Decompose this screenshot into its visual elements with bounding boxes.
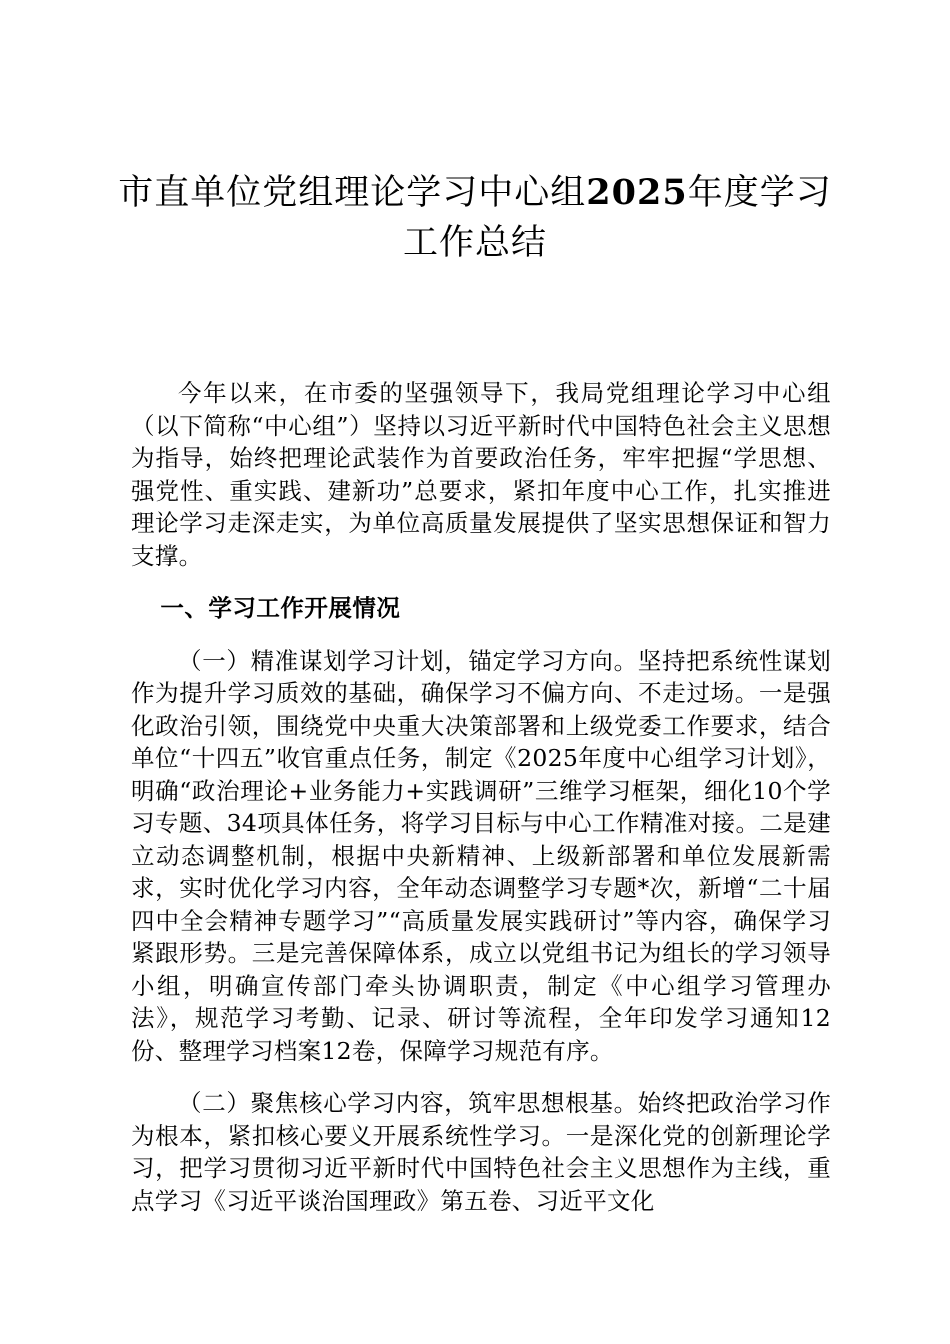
title-line-1 [60,168,890,218]
title-year: 2025 [586,172,688,213]
section-heading-1: 一、学习工作开展情况 [160,594,401,622]
section-1-paragraph-2: （二）聚焦核心学习内容，筑牢思想根基。始终把政治学习作为根本，紧扣核心要义开展系统性学习。一是深化党的创新理论学习，把学习贯彻习近平新时代中国特色社会主义思想作为主线，重点学习《习近平谈治国理政》第五卷、习近平文化 [131,1089,831,1215]
title-line-2: 工作总结 [402,223,547,263]
document-title [60,168,890,268]
section-1-paragraph-1: （一）精准谋划学习计划，锚定学习方向。坚持把系统性谋划作为提升学习质效的基础，确保学习不偏方向、不走过场。一是强化政治引领，围绕党中央重大决策部署和上级党委工作要求，结合单位“十四五”收官重点任务，制定《2025年度中心组学习计划》，明确“政治理论+业务能力+实践调研”三维学习框架，细化10个学习专题、34项具体任务，将学习目标与中心工作精准对接。二是建立动态调整机制，根据中央新精神、上级新部署和单位发展新需求，实时优化学习内容，全年动态调整学习专题*次，新增“二十届四中全会精神专题学习”“高质量发展实践研讨”等内容，确保学习紧跟形势。三是完善保障体系，成立以党组书记为组长的学习领导小组，明确宣传部门牵头协调职责，制定《中心组学习管理办法》，规范学习考勤、记录、研讨等流程，全年印发学习通知12份、整理学习档案12卷，保障学习规范有序。 [131,646,831,1065]
title-suffix: 年度学习 [687,173,832,213]
document-body [131,377,831,1237]
intro-paragraph: 今年以来，在市委的坚强领导下，我局党组理论学习中心组（以下简称“中心组”）坚持以习近平新时代中国特色社会主义思想为指导，始终把理论武装作为首要政治任务，牢牢把握“学思想、强党性、重实践、建新功”总要求，紧扣年度中心工作，扎实推进理论学习走深走实，为单位高质量发展提供了坚实思想保证和智力支撑。 [131,379,831,570]
title-prefix: 市直单位党组理论学习中心组 [118,173,587,213]
